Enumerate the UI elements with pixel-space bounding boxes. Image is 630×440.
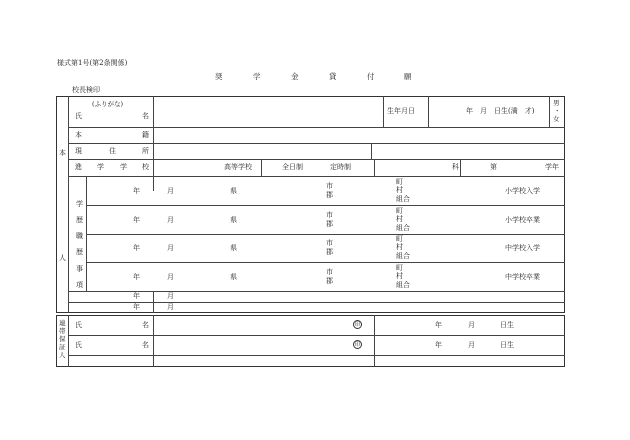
guarantor-year: 年: [435, 321, 442, 329]
history-machi: 町: [396, 178, 403, 186]
guarantor-birth: 日生: [500, 321, 514, 329]
history-month: 月: [167, 216, 174, 224]
history-machi: 町: [396, 235, 403, 243]
school-ka: 科: [452, 163, 459, 171]
guarantor-name-input[interactable]: [154, 336, 373, 354]
title-char-1: 奨: [215, 72, 223, 81]
history-mura: 村: [396, 186, 403, 194]
guarantor-month: 月: [468, 341, 475, 349]
address-input[interactable]: [154, 144, 370, 158]
history-ken: 県: [230, 244, 237, 252]
school-gakunen: 学年: [545, 163, 559, 171]
school-dai: 第: [490, 163, 497, 171]
history-extra-year: 年: [133, 292, 140, 300]
history-kumiai: 組合: [396, 224, 410, 232]
history-label-5: 事: [76, 265, 83, 273]
guarantor-label-2: 帯: [59, 327, 66, 335]
guarantor-birth: 日生: [500, 341, 514, 349]
history-extra-year: 年: [133, 303, 140, 311]
guarantor-name-left: 氏: [75, 341, 82, 349]
honseki-input[interactable]: [154, 128, 564, 142]
school-label-2: 学: [97, 163, 104, 171]
history-shi: 市: [326, 182, 333, 190]
title-char-3: 金: [291, 72, 299, 81]
form-number: 様式第1号(第2条関係): [57, 59, 128, 67]
history-kumiai: 組合: [396, 252, 410, 260]
history-year: 年: [133, 273, 140, 281]
history-machi: 町: [396, 264, 403, 272]
address-label-1: 現: [75, 147, 82, 155]
principal-seal-label: 校長検印: [72, 86, 100, 94]
school-koto: 高等学校: [224, 163, 252, 171]
history-mura: 村: [396, 272, 403, 280]
history-school-event: 中学校入学: [505, 244, 540, 252]
guarantor-name-input[interactable]: [154, 316, 373, 334]
history-kumiai: 組合: [396, 281, 410, 289]
history-label-6: 項: [76, 281, 83, 289]
address-label-2: 住: [109, 147, 116, 155]
sex-female[interactable]: 女: [553, 115, 560, 123]
history-gun: 郡: [326, 220, 333, 228]
school-teiji[interactable]: 定時制: [330, 163, 351, 171]
honseki-label-right: 籍: [142, 131, 149, 139]
title-char-4: 貸: [329, 72, 337, 81]
honseki-label-left: 本: [75, 131, 82, 139]
sex-separator: ・: [554, 107, 561, 115]
side-label-honnin: 本: [59, 149, 66, 157]
guarantor-label-4: 証: [59, 343, 66, 351]
history-shi: 市: [326, 211, 333, 219]
history-mura: 村: [396, 243, 403, 251]
history-gun: 郡: [326, 277, 333, 285]
guarantor-label-3: 保: [59, 335, 66, 343]
school-label-4: 校: [142, 163, 149, 171]
history-label-2: 歴: [76, 216, 83, 224]
history-machi: 町: [396, 207, 403, 215]
school-zennichi[interactable]: 全日制: [282, 163, 303, 171]
name-label-right: 名: [142, 112, 149, 120]
history-year: 年: [133, 187, 140, 195]
history-label-4: 歴: [76, 248, 83, 256]
history-shi: 市: [326, 268, 333, 276]
history-label-1: 学: [76, 200, 83, 208]
seal-mark: 印: [354, 322, 361, 328]
address-label-3: 所: [142, 147, 149, 155]
school-label-1: 進: [75, 163, 82, 171]
name-input[interactable]: [154, 98, 383, 126]
history-kumiai: 組合: [396, 195, 410, 203]
history-month: 月: [167, 187, 174, 195]
name-label-left: 氏: [75, 112, 82, 120]
history-shi: 市: [326, 239, 333, 247]
history-month: 月: [167, 244, 174, 252]
history-gun: 郡: [326, 191, 333, 199]
history-year: 年: [133, 216, 140, 224]
guarantor-name-right: 名: [142, 321, 149, 329]
history-ken: 県: [230, 216, 237, 224]
history-extra-month: 月: [167, 292, 174, 300]
guarantor-year: 年: [435, 341, 442, 349]
school-label-3: 学: [120, 163, 127, 171]
title-char-2: 学: [253, 72, 261, 81]
title-char-5: 付: [367, 72, 375, 81]
history-extra-month: 月: [167, 303, 174, 311]
guarantor-label-1: 連: [59, 319, 66, 327]
sex-male[interactable]: 男: [553, 99, 560, 107]
guarantor-month: 月: [468, 321, 475, 329]
guarantor-name-left: 氏: [75, 321, 82, 329]
guarantor-label-5: 人: [59, 351, 66, 359]
history-school-event: 小学校卒業: [505, 216, 540, 224]
history-ken: 県: [230, 273, 237, 281]
guarantor-name-right: 名: [142, 341, 149, 349]
history-ken: 県: [230, 187, 237, 195]
history-year: 年: [133, 244, 140, 252]
history-school-event: 小学校入学: [505, 187, 540, 195]
history-month: 月: [167, 273, 174, 281]
history-mura: 村: [396, 215, 403, 223]
history-label-3: 職: [76, 232, 83, 240]
furigana-label: (ふりがな): [92, 100, 124, 108]
side-label-honnin-2: 人: [59, 254, 66, 262]
history-school-event: 中学校卒業: [505, 273, 540, 281]
title-char-6: 願: [404, 72, 412, 81]
history-gun: 郡: [326, 248, 333, 256]
seal-mark: 印: [354, 342, 361, 348]
birth-value[interactable]: 年 月 日生(満 才): [466, 107, 535, 115]
birth-label: 生年月日: [387, 107, 415, 115]
